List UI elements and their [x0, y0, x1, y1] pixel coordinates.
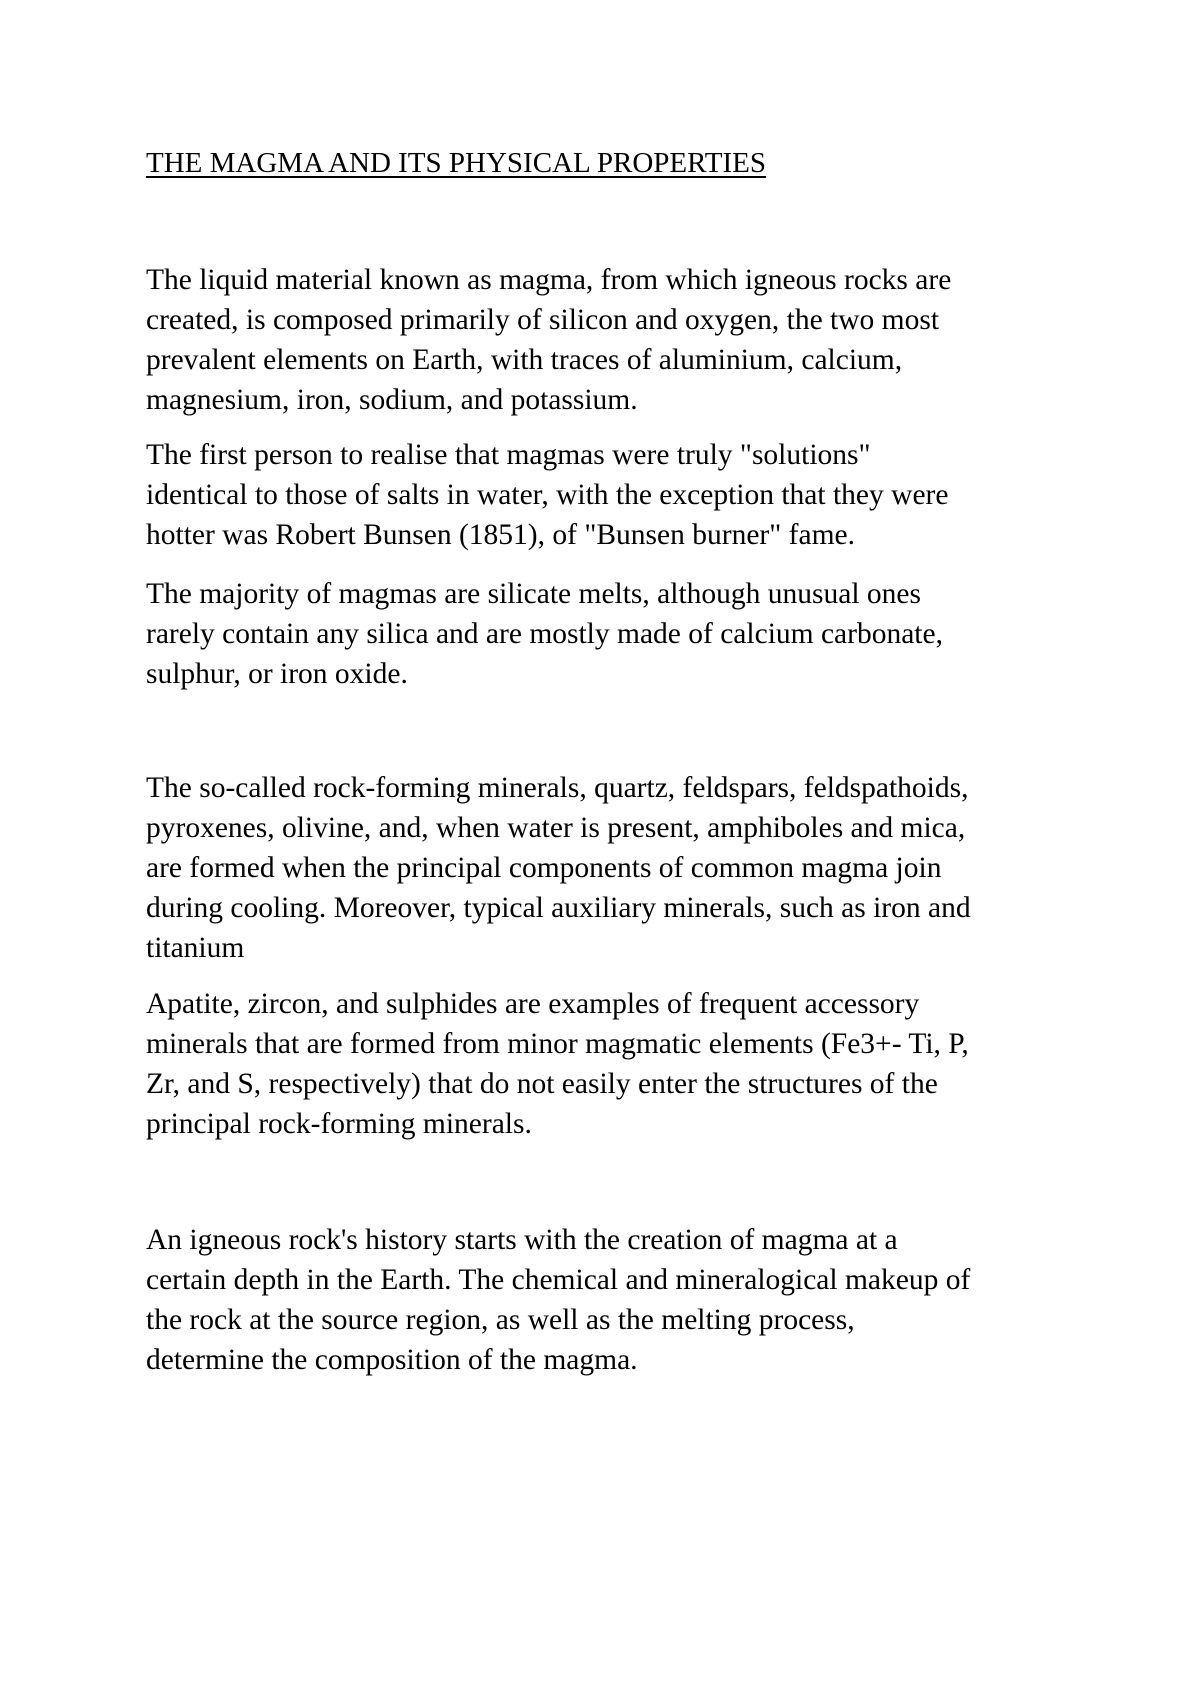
paragraph-line: rarely contain any silica and are mostly made of calcium carbonate, — [146, 618, 943, 650]
paragraph-line: identical to those of salts in water, with the exception that they were — [146, 479, 949, 511]
paragraph-line: magnesium, iron, sodium, and potassium. — [146, 384, 638, 416]
paragraph-rock-forming-minerals — [146, 768, 1076, 968]
paragraph-line: hotter was Robert Bunsen (1851), of "Bunsen burner" fame. — [146, 519, 855, 551]
paragraph-line: An igneous rock's history starts with the creation of magma at a — [146, 1224, 898, 1256]
paragraph-line: Zr, and S, respectively) that do not easily enter the structures of the — [146, 1068, 938, 1100]
paragraph-line: principal rock-forming minerals. — [146, 1108, 532, 1140]
paragraph-line: prevalent elements on Earth, with traces of aluminium, calcium, — [146, 344, 903, 376]
paragraph-silicate-melts — [146, 574, 1076, 694]
paragraph-line: The first person to realise that magmas were truly "solutions" — [146, 439, 871, 471]
document-title: THE MAGMA AND ITS PHYSICAL PROPERTIES — [146, 147, 766, 179]
paragraph-line: The majority of magmas are silicate melts, although unusual ones — [146, 578, 921, 610]
paragraph-line: Apatite, zircon, and sulphides are examples of frequent accessory — [146, 988, 920, 1020]
paragraph-magma-composition — [146, 260, 1076, 420]
paragraph-line: The liquid material known as magma, from which igneous rocks are — [146, 264, 952, 296]
paragraph-line: minerals that are formed from minor magmatic elements (Fe3+- Ti, P, — [146, 1028, 969, 1060]
paragraph-line: sulphur, or iron oxide. — [146, 658, 408, 690]
paragraph-line: during cooling. Moreover, typical auxiliary minerals, such as iron and — [146, 892, 971, 924]
paragraph-line: certain depth in the Earth. The chemical and mineralogical makeup of — [146, 1264, 971, 1296]
paragraph-igneous-history — [146, 1220, 1076, 1380]
paragraph-line: the rock at the source region, as well as the melting process, — [146, 1304, 855, 1336]
paragraph-line: pyroxenes, olivine, and, when water is present, amphiboles and mica, — [146, 812, 966, 844]
paragraph-line: The so-called rock-forming minerals, quartz, feldspars, feldspathoids, — [146, 772, 969, 804]
paragraph-line: are formed when the principal components of common magma join — [146, 852, 942, 884]
paragraph-line: determine the composition of the magma. — [146, 1344, 638, 1376]
paragraph-bunsen — [146, 435, 1076, 555]
paragraph-accessory-minerals — [146, 984, 1076, 1144]
paragraph-line: created, is composed primarily of silicon and oxygen, the two most — [146, 304, 940, 336]
paragraph-line: titanium — [146, 932, 245, 964]
